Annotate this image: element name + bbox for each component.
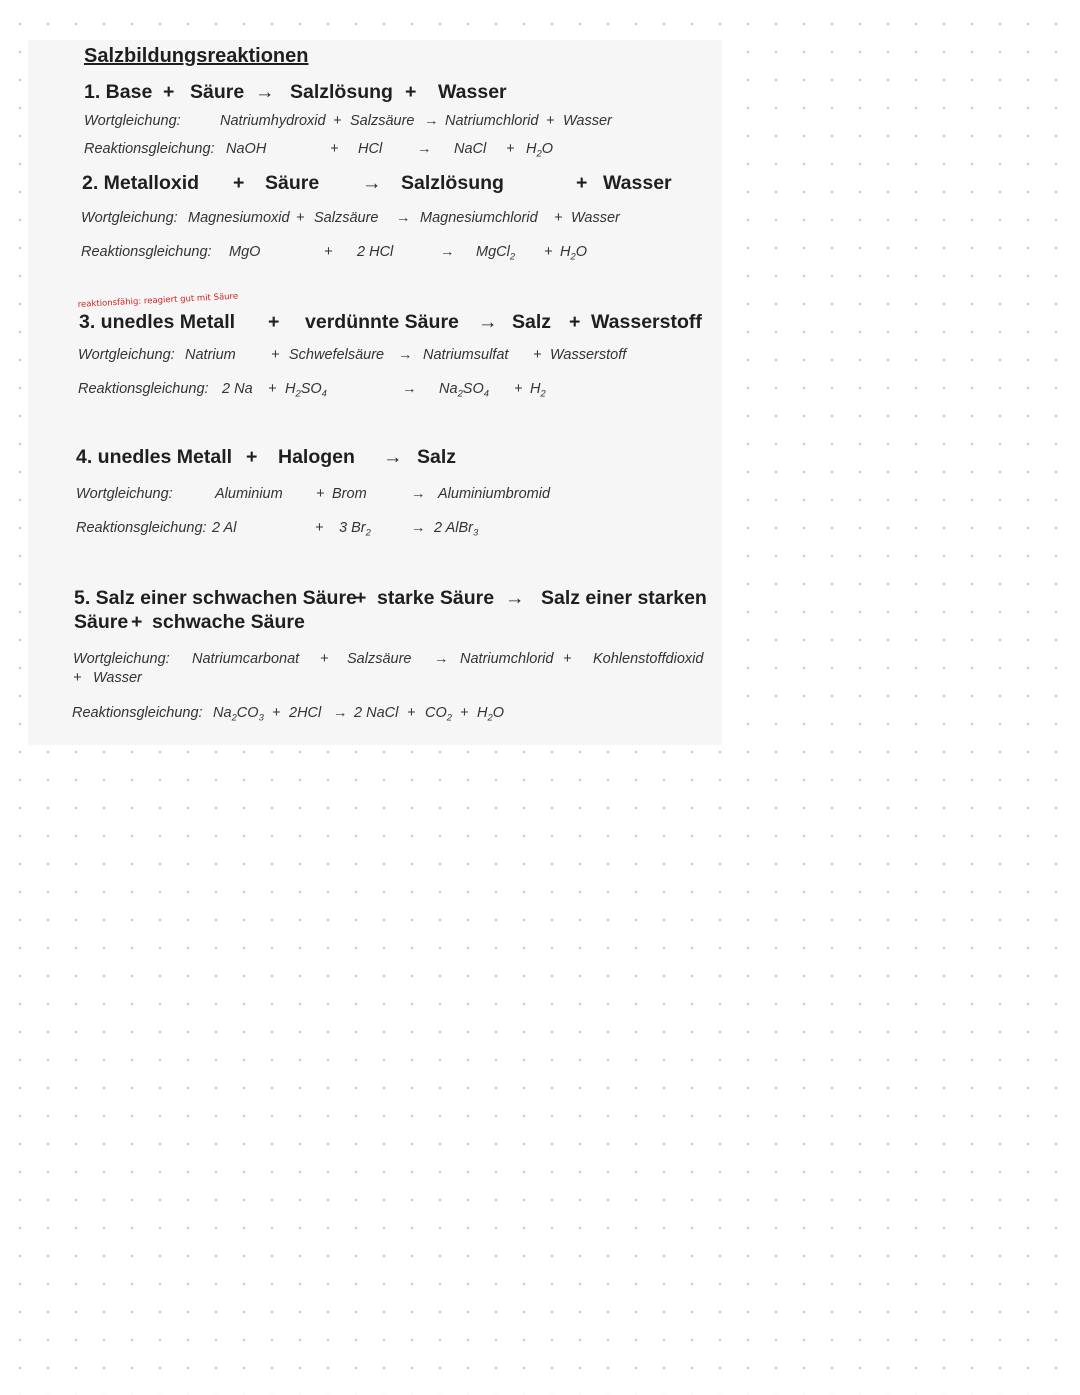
heading-term: Salzlösung [401, 172, 504, 194]
plus-sign: + [333, 113, 342, 129]
plus-sign: + [271, 347, 280, 363]
plus-sign: + [563, 651, 572, 667]
plus-sign: + [272, 705, 281, 721]
plus-sign: + [405, 81, 417, 103]
formula: MgO [229, 244, 261, 260]
arrow-icon: → [255, 81, 275, 103]
plus-sign: + [316, 486, 325, 502]
heading-term: 3. unedles Metall [79, 311, 236, 333]
formula: 3 $Br_2$ [339, 520, 371, 538]
plus-sign: + [233, 172, 245, 194]
heading-term: 4. unedles Metall [76, 446, 233, 468]
reaction-equation-label: Reaktionsgleichung: [78, 381, 209, 397]
plus-sign: + [506, 141, 515, 157]
word-term: Kohlenstoffdioxid [593, 651, 704, 667]
formula: $H_2O$ [526, 141, 553, 159]
word-equation-label: Wortgleichung: [84, 113, 181, 129]
reaction-equation-label: Reaktionsgleichung: [76, 520, 207, 536]
word-equation-label: Wortgleichung: [78, 347, 175, 363]
formula: MgCl$_2$ [476, 244, 516, 262]
formula: 2 Al [212, 520, 237, 536]
word-term: Wasser [563, 113, 612, 129]
formula: $H_2$ [530, 381, 546, 399]
formula: $H_2O$ [560, 244, 587, 262]
word-term: Wasser [93, 670, 142, 686]
word-term: Magnesiumchlorid [420, 210, 538, 226]
plus-sign: + [407, 705, 416, 721]
plus-sign: + [576, 172, 588, 194]
plus-sign: + [73, 670, 82, 686]
formula: 2 AlBr$_3$ [434, 520, 479, 538]
plus-sign: + [131, 611, 143, 633]
heading-term: 5. Salz einer schwachen Säure [74, 587, 357, 609]
handwritten-annotation: reaktionsfähig: reagiert gut mit Säure [77, 291, 239, 310]
arrow-icon: → [417, 141, 432, 157]
plus-sign: + [315, 520, 324, 536]
heading-term: starke Säure [377, 587, 495, 609]
word-term: Natriumchlorid [460, 651, 554, 667]
arrow-icon: → [402, 381, 417, 397]
arrow-icon: → [505, 587, 525, 609]
formula: 2HCl [289, 705, 322, 721]
heading-term: Salz [417, 446, 457, 468]
word-term: Salzsäure [350, 113, 415, 129]
page-title: Salzbildungsreaktionen [84, 45, 309, 67]
heading-term: Salz einer starken [541, 587, 707, 609]
heading-term: Säure [190, 81, 245, 103]
word-equation-label: Wortgleichung: [73, 651, 170, 667]
formula: 2 NaCl [354, 705, 399, 721]
plus-sign: + [324, 244, 333, 260]
heading-term: Wasser [603, 172, 672, 194]
plus-sign: + [320, 651, 329, 667]
formula: HCl [358, 141, 383, 157]
arrow-icon: → [411, 486, 426, 502]
word-term: Salzsäure [347, 651, 412, 667]
reaction-equation-label: Reaktionsgleichung: [81, 244, 212, 260]
word-term: Natriumsulfat [423, 347, 509, 363]
word-term: Aluminium [215, 486, 283, 502]
word-term: Natriumchlorid [445, 113, 539, 129]
plus-sign: + [514, 381, 523, 397]
plus-sign: + [268, 381, 277, 397]
word-term: Natriumcarbonat [192, 651, 300, 667]
heading-term: Halogen [278, 446, 355, 468]
formula: 2 Na [222, 381, 253, 397]
formula: $CO_2$ [425, 705, 452, 723]
plus-sign: + [246, 446, 258, 468]
plus-sign: + [569, 311, 581, 333]
plus-sign: + [533, 347, 542, 363]
heading-term: Salzlösung [290, 81, 393, 103]
arrow-icon: → [411, 520, 426, 536]
arrow-icon: → [333, 705, 348, 721]
heading-term: schwache Säure [152, 611, 305, 633]
formula: $Na_2CO_3$ [213, 705, 264, 723]
plus-sign: + [330, 141, 339, 157]
arrow-icon: → [398, 347, 413, 363]
plus-sign: + [544, 244, 553, 260]
formula: $Na_2SO_4$ [439, 381, 489, 399]
reaction-equation-label: Reaktionsgleichung: [84, 141, 215, 157]
word-term: Schwefelsäure [289, 347, 385, 363]
word-term: Aluminiumbromid [438, 486, 551, 502]
formula: $H_2O$ [477, 705, 504, 723]
heading-term: 2. Metalloxid [82, 172, 200, 194]
plus-sign: + [296, 210, 305, 226]
arrow-icon: → [424, 113, 439, 129]
plus-sign: + [268, 311, 280, 333]
plus-sign: + [554, 210, 563, 226]
arrow-icon: → [478, 311, 498, 333]
formula: NaCl [454, 141, 487, 157]
plus-sign: + [163, 81, 175, 103]
word-term: Wasserstoff [550, 347, 627, 363]
arrow-icon: → [383, 446, 403, 468]
heading-term: 1. Base [84, 81, 153, 103]
word-equation-label: Wortgleichung: [81, 210, 178, 226]
heading-term: verdünnte Säure [305, 311, 459, 333]
word-term: Salzsäure [314, 210, 379, 226]
word-term: Natriumhydroxid [220, 113, 326, 129]
word-term: Magnesiumoxid [188, 210, 290, 226]
arrow-icon: → [362, 172, 382, 194]
word-equation-label: Wortgleichung: [76, 486, 173, 502]
heading-term: Säure [265, 172, 320, 194]
arrow-icon: → [396, 210, 411, 226]
heading-term: Säure [74, 611, 129, 633]
word-term: Brom [332, 486, 367, 502]
heading-term: Salz [512, 311, 552, 333]
formula: $H_2SO_4$ [285, 381, 327, 399]
formula: 2 HCl [357, 244, 394, 260]
formula: NaOH [226, 141, 267, 157]
heading-term: Wasser [438, 81, 507, 103]
word-term: Natrium [185, 347, 236, 363]
heading-term: Wasserstoff [591, 311, 702, 333]
reaction-equation-label: Reaktionsgleichung: [72, 705, 203, 721]
plus-sign: + [460, 705, 469, 721]
plus-sign: + [355, 587, 367, 609]
arrow-icon: → [434, 651, 449, 667]
word-term: Wasser [571, 210, 620, 226]
plus-sign: + [546, 113, 555, 129]
arrow-icon: → [440, 244, 455, 260]
